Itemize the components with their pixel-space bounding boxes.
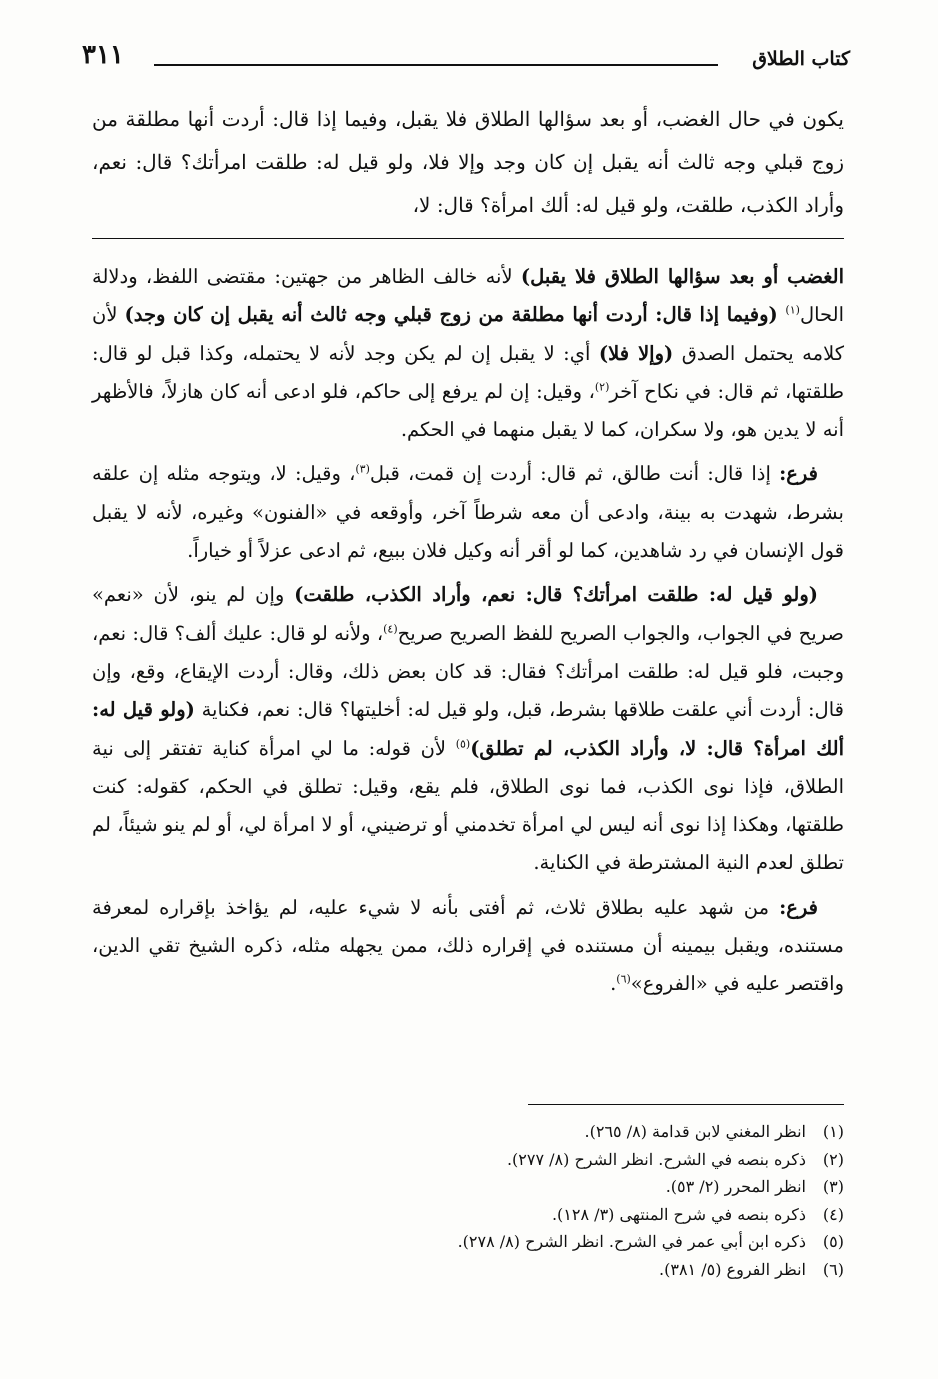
- footnote-number: (٤): [822, 1204, 844, 1224]
- matn-paragraph: يكون في حال الغضب، أو بعد سؤالها الطلاق فلا يقبل، وفيما إذا قال: أردت أنها مطلقة من زوج قبلي وجه ثالث أنه يقبل إن كان وجد وإلا فلا، ولو قيل له: طلقت امرأتك؟ قال: نعم، وأراد الكذب، طلقت، ولو قيل له: ألك امرأة؟ قال: لا،: [92, 107, 844, 217]
- commentary: إذا قال: أنت طالق، ثم قال: أردت إن قمت، قبل: [369, 462, 780, 486]
- far-label: فرع:: [779, 895, 818, 919]
- sharh-paragraph-1: [92, 258, 844, 449]
- footnote-text: انظر المغني لابن قدامة (٨/ ٢٦٥).: [584, 1122, 806, 1141]
- footnote: [360, 1146, 844, 1174]
- footnote-ref-4: (٤): [383, 622, 398, 636]
- commentary: أي: لا يقبل إن لم يكن وجد لأنه لا يحتمله، وكذا قبل لو قال: طلقتها، ثم قال: في نكاح آخر: [92, 341, 844, 403]
- far-label: فرع:: [779, 462, 818, 486]
- quoted-matn: (وفيما إذا قال: أردت أنها مطلقة من زوج قبلي وجه ثالث أنه يقبل إن كان وجد): [124, 303, 786, 327]
- sharh-paragraph-3: [92, 576, 844, 882]
- commentary: لأن كلامه يحتمل الصدق: [92, 303, 844, 365]
- footnote-ref-1: (١): [785, 303, 800, 317]
- footnote-number: (٣): [822, 1177, 844, 1197]
- commentary: ، ولأنه لو قال: عليك ألف؟ قال: نعم، وجبت، فلو قيل له: طلقت امرأتك؟ فقال: قد كان بعض ذلك، وقال: أردت الإيقاع، وقع، وإن قال: أردت أني علقت طلاقها بشرط، قبل، ولو قيل له: أخليتها؟ قال: نعم، فكناية: [92, 621, 844, 722]
- footnote-ref-6: (٦): [616, 972, 631, 986]
- commentary: ، وقيل: إن لم يرفع إلى حاكم، فلو ادعى أنه كان هازلاً، فالأظهر أنه لا يدين هو، ولا سكران، كما لا يقبل منهما في الحكم.: [92, 379, 844, 442]
- quoted-matn: (وإلا فلا): [598, 341, 674, 365]
- quoted-matn: (ولو قيل له: ألك امرأة؟ قال: لا، وأراد الكذب، لم تطلق): [92, 698, 844, 760]
- matn-text: [92, 98, 844, 227]
- footnote-ref-2: (٢): [594, 380, 610, 394]
- header-rule: [154, 64, 718, 66]
- footnote-number: (٦): [822, 1259, 844, 1279]
- commentary: .: [610, 972, 617, 996]
- commentary: لأنه خالف الظاهر من جهتين: مقتضى اللفظ، ودلالة الحال: [92, 265, 844, 327]
- sharh-paragraph-4: [92, 889, 844, 1004]
- commentary: ، وقيل: لا، ويتوجه مثله إن علقه بشرط، شهدت به بينة، وادعى أن معه شرطاً آخر، وأوقعه في «الفنون» وغيره، لأنه لا يقبل قول الإنسان في رد شاهدين، كما لو أقر أنه وكيل فلان ببيع، ثم ادعى عزلاً أو خياراً.: [92, 462, 844, 563]
- quoted-matn: (ولو قيل له: طلقت امرأتك؟ قال: نعم، وأراد الكذب، طلقت): [294, 583, 818, 607]
- footnote: [360, 1256, 844, 1284]
- footnote: [360, 1201, 844, 1229]
- book-title: كتاب الطلاق: [752, 48, 850, 70]
- footnote-number: (٥): [822, 1232, 844, 1252]
- footnote-ref-3: (٣): [355, 462, 370, 476]
- page-header: [72, 36, 850, 80]
- footnote-number: (١): [822, 1122, 844, 1141]
- commentary: من شهد عليه بطلاق ثلاث، ثم أفتى بأنه لا شيء عليه، لم يؤاخذ بإقراره لمعرفة مستنده، ويقبل بيمينه أن مستنده في إقراره ذلك، ممن يجهله مثله، ذكره الشيخ تقي الدين، واقتصر عليه في «الفروع»: [92, 895, 844, 996]
- commentary: وإن لم ينو، لأن «نعم» صريح في الجواب، والجواب الصريح للفظ الصريح صريح: [92, 583, 844, 645]
- footnote: [360, 1118, 844, 1146]
- footnote-rule: [528, 1104, 844, 1105]
- footnote-text: ذكره بنصه في شرح المنتهى (٣/ ١٢٨).: [551, 1204, 806, 1224]
- footnote-text: انظر المحرر (٢/ ٥٣).: [665, 1177, 806, 1197]
- matn-divider: [92, 238, 844, 239]
- footnote-text: انظر الفروع (٥/ ٣٨١).: [659, 1259, 806, 1279]
- sharh-paragraph-2: [92, 455, 844, 570]
- footnotes: [360, 1118, 844, 1284]
- footnote-text: ذكره بنصه في الشرح. انظر الشرح (٨/ ٢٧٧).: [506, 1149, 806, 1169]
- footnote: [360, 1228, 844, 1256]
- footnote-text: ذكره ابن أبي عمر في الشرح. انظر الشرح (٨/ ٢٧٨).: [457, 1232, 806, 1252]
- quoted-matn: الغضب أو بعد سؤالها الطلاق فلا يقبل): [520, 265, 844, 288]
- page-number: ٣١١: [82, 40, 124, 70]
- footnote: [360, 1173, 844, 1201]
- sharh-text: [92, 258, 844, 1004]
- commentary: لأن قوله: ما لي امرأة كناية تفتقر إلى نية الطلاق، فإذا نوى الكذب، فما نوى الطلاق، فلم يقع، وقيل: تطلق في الحكم، كقوله: كنت طلقتها، وهكذا إذا نوى أنه ليس لي امرأة تخدمني أو ترضيني، أو لا امرأة لي، أو لم ينو شيئاً، لم تطلق لعدم النية المشترطة في الكناية.: [92, 736, 844, 875]
- footnote-ref-5: (٥): [455, 737, 471, 751]
- footnote-number: (٢): [822, 1149, 844, 1169]
